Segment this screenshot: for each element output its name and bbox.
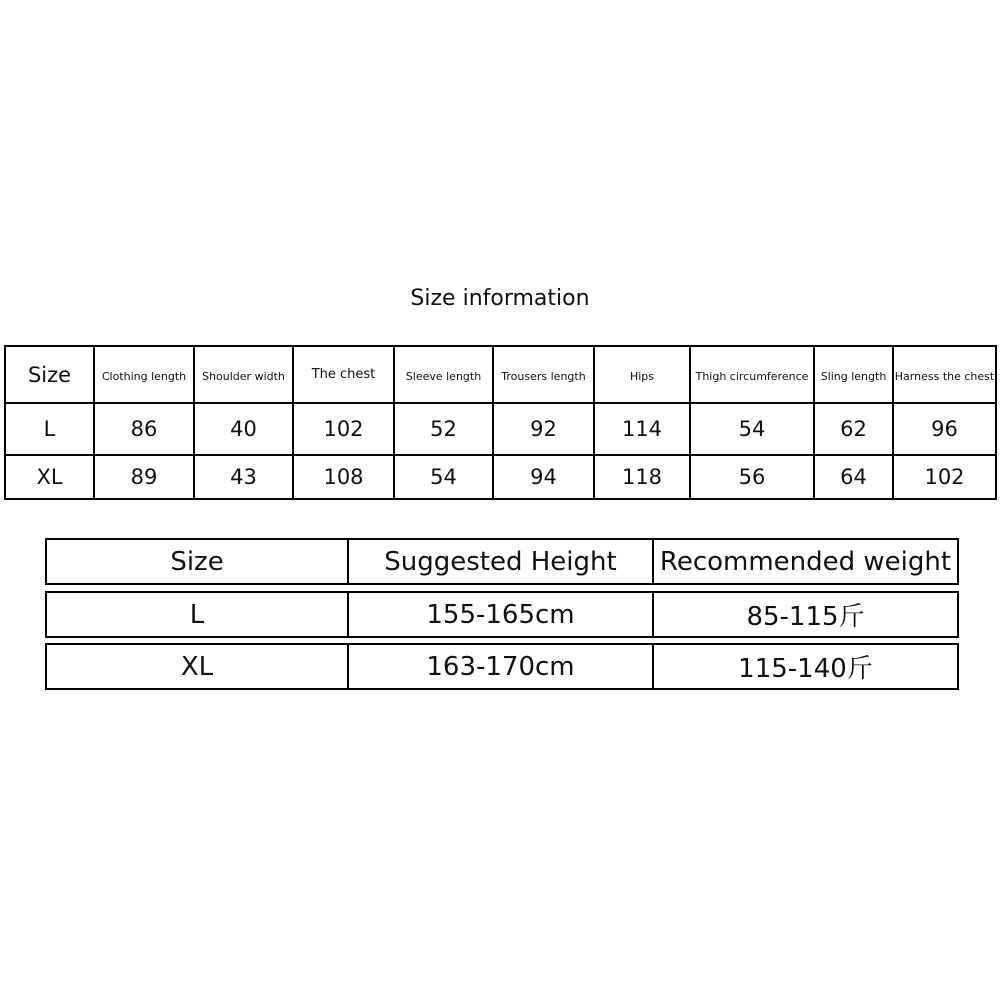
cell-suggested-height: 163-170cm	[348, 644, 653, 689]
header-trousers-length: Trousers length	[493, 346, 594, 403]
cell-size: XL	[5, 455, 94, 499]
cell-clothing-length: 89	[94, 455, 194, 499]
recommendation-row	[45, 591, 959, 638]
header-size: Size	[46, 539, 348, 584]
header-sleeve-length: Sleeve length	[394, 346, 493, 403]
header-sling-length: Sling length	[814, 346, 893, 403]
size-measurement-table	[4, 345, 997, 500]
page-title: Size information	[410, 286, 590, 311]
cell-harness-the-chest: 102	[893, 455, 996, 499]
cell-trousers-length: 94	[493, 455, 594, 499]
cell-thigh-circumference: 54	[690, 403, 814, 455]
header-harness-the-chest: Harness the chest	[893, 346, 996, 403]
cell-clothing-length: 86	[94, 403, 194, 455]
cell-the-chest: 108	[293, 455, 394, 499]
header-the-chest: The chest	[293, 346, 394, 403]
cell-sleeve-length: 54	[394, 455, 493, 499]
cell-shoulder-width: 40	[194, 403, 293, 455]
cell-hips: 118	[594, 455, 690, 499]
cell-trousers-length: 92	[493, 403, 594, 455]
header-recommended-weight: Recommended weight	[653, 539, 958, 584]
table-row	[5, 403, 996, 455]
recommendation-row	[45, 643, 959, 690]
table-row	[5, 455, 996, 499]
cell-suggested-height: 155-165cm	[348, 592, 653, 637]
header-suggested-height: Suggested Height	[348, 539, 653, 584]
header-hips: Hips	[594, 346, 690, 403]
cell-recommended-weight: 115-140斤	[653, 644, 958, 689]
cell-recommended-weight: 85-115斤	[653, 592, 958, 637]
cell-harness-the-chest: 96	[893, 403, 996, 455]
cell-size: L	[46, 592, 348, 637]
cell-shoulder-width: 43	[194, 455, 293, 499]
cell-sling-length: 62	[814, 403, 893, 455]
header-thigh-circumference: Thigh circumference	[690, 346, 814, 403]
recommendation-header-row	[45, 538, 959, 585]
header-shoulder-width: Shoulder width	[194, 346, 293, 403]
cell-sling-length: 64	[814, 455, 893, 499]
header-clothing-length: Clothing length	[94, 346, 194, 403]
table-header-row	[5, 346, 996, 403]
cell-the-chest: 102	[293, 403, 394, 455]
cell-size: L	[5, 403, 94, 455]
header-size: Size	[5, 346, 94, 403]
cell-hips: 114	[594, 403, 690, 455]
cell-sleeve-length: 52	[394, 403, 493, 455]
cell-thigh-circumference: 56	[690, 455, 814, 499]
cell-size: XL	[46, 644, 348, 689]
